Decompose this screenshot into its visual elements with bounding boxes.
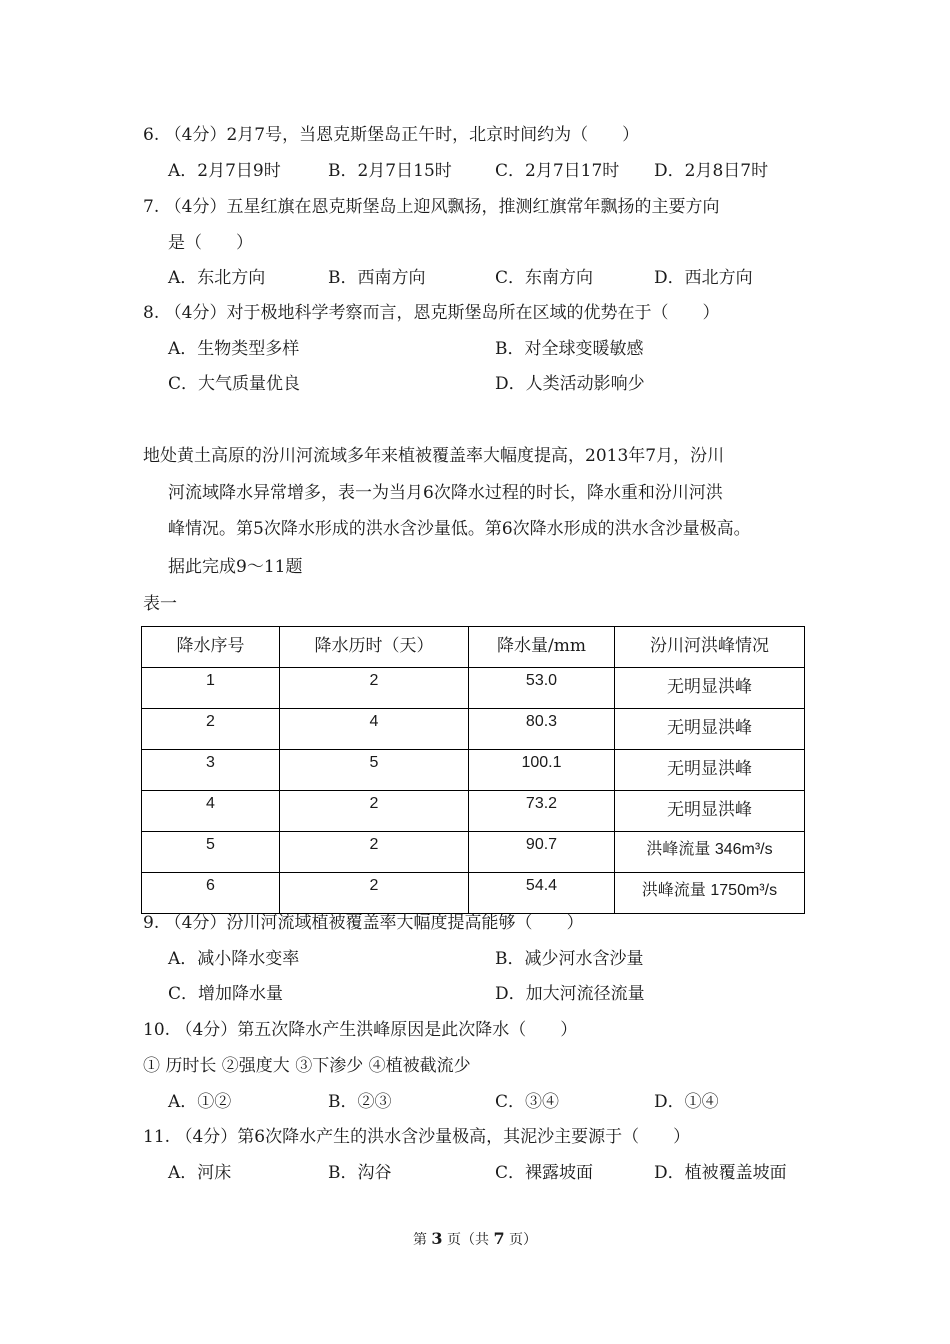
table-header-cell: 降水历时（天） bbox=[280, 627, 469, 668]
passage-line-3: 峰情况。第5次降水形成的洪水含沙量低。第6次降水形成的洪水含沙量极高。 bbox=[168, 519, 751, 539]
question-9-stem: 9. （4分）汾川河流域植被覆盖率大幅度提高能够（ ） bbox=[143, 913, 584, 933]
table-row bbox=[142, 709, 805, 750]
table-caption: 表一 bbox=[143, 594, 177, 614]
option-a: A．①② bbox=[168, 1092, 232, 1112]
option-d: D．2月8日7时 bbox=[654, 161, 769, 181]
table-cell: 4 bbox=[280, 709, 469, 750]
option-c: C．增加降水量 bbox=[168, 984, 284, 1004]
option-a: A．2月7日9时 bbox=[168, 161, 281, 181]
option-c: C．东南方向 bbox=[495, 268, 594, 288]
table-header-cell: 降水量/mm bbox=[469, 627, 615, 668]
table-cell: 54.4 bbox=[469, 873, 615, 914]
option-b: B．西南方向 bbox=[328, 268, 426, 288]
table-cell: 2 bbox=[280, 791, 469, 832]
option-a: A．减小降水变率 bbox=[168, 949, 300, 969]
table-cell: 4 bbox=[142, 791, 280, 832]
table-row bbox=[142, 873, 805, 914]
table-cell: 无明显洪峰 bbox=[615, 791, 805, 832]
footer-middle: 页（共 bbox=[447, 1232, 489, 1248]
footer-total-pages: 7 bbox=[493, 1229, 505, 1248]
question-8-stem: 8. （4分）对于极地科学考察而言，恩克斯堡岛所在区域的优势在于（ ） bbox=[143, 303, 720, 323]
option-b: B．2月7日15时 bbox=[328, 161, 452, 181]
question-10-choices: ① 历时长 ②强度大 ③下渗少 ④植被截流少 bbox=[143, 1056, 471, 1076]
page-footer bbox=[0, 1229, 950, 1249]
table-row bbox=[142, 750, 805, 791]
table-cell: 53.0 bbox=[469, 668, 615, 709]
table-row bbox=[142, 832, 805, 873]
table-cell: 1 bbox=[142, 668, 280, 709]
table-cell: 洪峰流量 346m³/s bbox=[615, 832, 805, 873]
question-6-stem: 6. （4分）2月7号，当恩克斯堡岛正午时，北京时间约为（ ） bbox=[143, 125, 640, 145]
option-c: C．③④ bbox=[495, 1092, 560, 1112]
table-cell: 2 bbox=[280, 832, 469, 873]
table-cell: 洪峰流量 1750m³/s bbox=[615, 873, 805, 914]
passage-line-1: 地处黄土高原的汾川河流域多年来植被覆盖率大幅度提高，2013年7月，汾川 bbox=[143, 446, 725, 466]
table-cell: 2 bbox=[280, 873, 469, 914]
precipitation-table bbox=[141, 626, 805, 914]
option-d: D．西北方向 bbox=[654, 268, 753, 288]
option-c: C．2月7日17时 bbox=[495, 161, 620, 181]
option-b: B．沟谷 bbox=[328, 1163, 392, 1183]
passage-line-4: 据此完成9～11题 bbox=[168, 557, 303, 577]
option-c: C．大气质量优良 bbox=[168, 374, 301, 394]
option-d: D．人类活动影响少 bbox=[495, 374, 645, 394]
table-cell: 无明显洪峰 bbox=[615, 709, 805, 750]
table-cell: 5 bbox=[280, 750, 469, 791]
table-header-row bbox=[142, 627, 805, 668]
table-cell: 2 bbox=[280, 668, 469, 709]
table-cell: 无明显洪峰 bbox=[615, 750, 805, 791]
option-a: A．东北方向 bbox=[168, 268, 266, 288]
footer-page-number: 3 bbox=[431, 1229, 443, 1248]
footer-prefix: 第 bbox=[412, 1232, 427, 1248]
table-cell: 100.1 bbox=[469, 750, 615, 791]
table-cell: 无明显洪峰 bbox=[615, 668, 805, 709]
table-cell: 73.2 bbox=[469, 791, 615, 832]
footer-suffix: 页） bbox=[509, 1232, 538, 1248]
option-b: B．对全球变暖敏感 bbox=[495, 339, 644, 359]
table-cell: 6 bbox=[142, 873, 280, 914]
option-a: A．河床 bbox=[168, 1163, 232, 1183]
option-d: D．①④ bbox=[654, 1092, 719, 1112]
option-b: B．减少河水含沙量 bbox=[495, 949, 644, 969]
table-cell: 2 bbox=[142, 709, 280, 750]
table-cell: 80.3 bbox=[469, 709, 615, 750]
question-10-stem: 10. （4分）第五次降水产生洪峰原因是此次降水（ ） bbox=[143, 1020, 578, 1040]
table-header-cell: 降水序号 bbox=[142, 627, 280, 668]
option-d: D．加大河流径流量 bbox=[495, 984, 645, 1004]
table-header-cell: 汾川河洪峰情况 bbox=[615, 627, 805, 668]
option-c: C．裸露坡面 bbox=[495, 1163, 594, 1183]
option-a: A．生物类型多样 bbox=[168, 339, 300, 359]
question-7-stem: 7. （4分）五星红旗在恩克斯堡岛上迎风飘扬，推测红旗常年飘扬的主要方向 bbox=[143, 197, 720, 217]
passage-line-2: 河流域降水异常增多，表一为当月6次降水过程的时长，降水重和汾川河洪 bbox=[168, 483, 723, 503]
table-cell: 5 bbox=[142, 832, 280, 873]
option-b: B．②③ bbox=[328, 1092, 392, 1112]
table-cell: 90.7 bbox=[469, 832, 615, 873]
table-cell: 3 bbox=[142, 750, 280, 791]
option-d: D．植被覆盖坡面 bbox=[654, 1163, 787, 1183]
question-7-stem-cont: 是（ ） bbox=[168, 233, 253, 253]
question-11-stem: 11. （4分）第6次降水产生的洪水含沙量极高，其泥沙主要源于（ ） bbox=[143, 1127, 691, 1147]
table-row bbox=[142, 668, 805, 709]
table-row bbox=[142, 791, 805, 832]
